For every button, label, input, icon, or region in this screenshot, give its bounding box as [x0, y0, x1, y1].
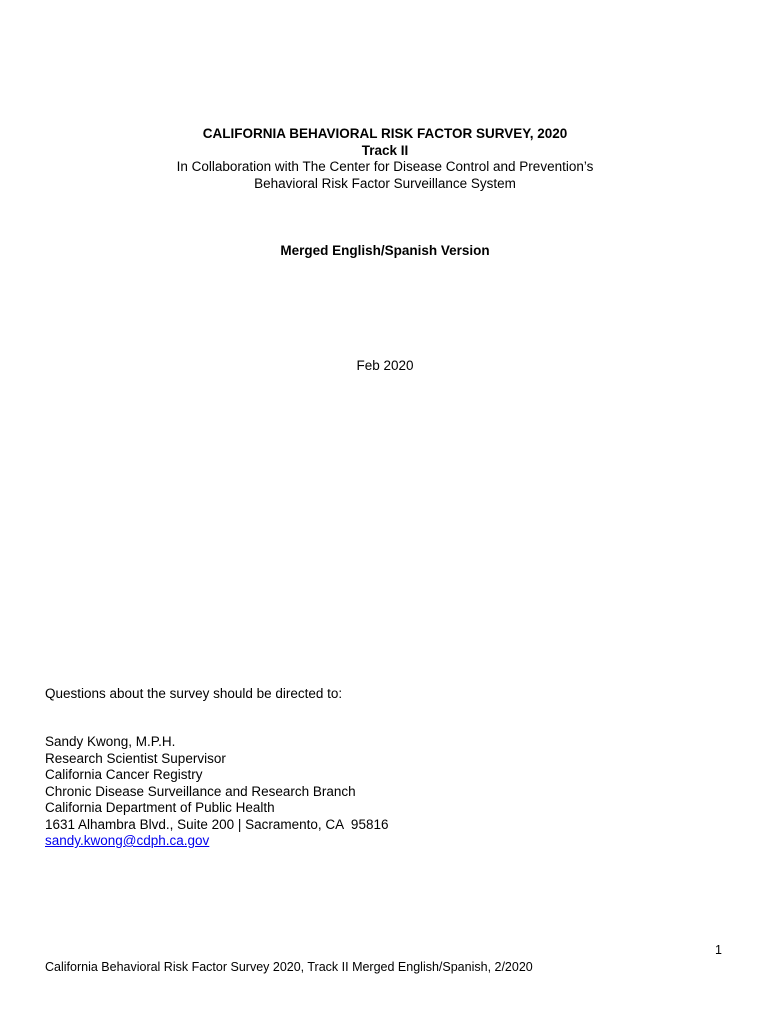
contact-address: 1631 Alhambra Blvd., Suite 200 | Sacramento, CA 95816 [45, 816, 389, 832]
title-block [0, 126, 770, 192]
collaboration-line-2: Behavioral Risk Factor Surveillance System [254, 175, 516, 191]
page-number: 1 [715, 943, 722, 957]
contact-department: California Department of Public Health [45, 800, 275, 815]
document-date: Feb 2020 [356, 358, 414, 373]
version-label: Merged English/Spanish Version [280, 243, 490, 258]
contact-title: Research Scientist Supervisor [45, 750, 226, 766]
contact-email-link[interactable]: sandy.kwong@cdph.ca.gov [45, 833, 210, 848]
contact-name: Sandy Kwong, M.P.H. [45, 734, 176, 749]
contact-registry: California Cancer Registry [45, 767, 203, 782]
page-footer: California Behavioral Risk Factor Survey 2020, Track II Merged English/Spanish, 2/2020 [45, 960, 533, 974]
questions-text: Questions about the survey should be directed to: [45, 686, 343, 701]
contact-branch: Chronic Disease Surveillance and Research Branch [45, 783, 356, 799]
document-title: CALIFORNIA BEHAVIORAL RISK FACTOR SURVEY, 2020 [202, 126, 568, 141]
contact-block [45, 734, 388, 850]
collaboration-line-1: In Collaboration with The Center for Disease Control and Prevention’s [176, 159, 594, 174]
track-label: Track II [361, 142, 409, 158]
